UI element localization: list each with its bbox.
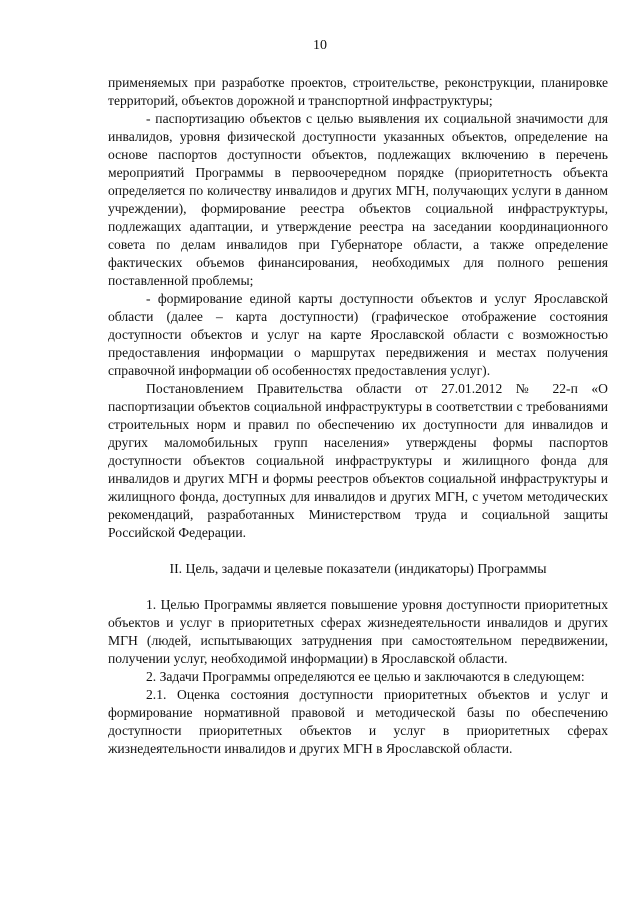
paragraph-p4: Постановлением Правительства области от 27.01.2012 № 22-п «О паспортизации объектов социальной инфраструктуры в соответствии с требованиями строительных норм и правил по обеспечению их доступности для инвалидов и других маломобильных групп населения» утверждены формы паспортов доступности объектов социальной инфраструктуры и жилищного фонда для инвалидов и других МГН и формы реестров объектов социальной инфраструктуры и жилищного фонда, доступных для инвалидов и других МГН, с учетом методических рекомендаций, разработанных Министерством труда и социальной защиты Российской Федерации. xyxy=(108,381,608,540)
paragraph-p5: 1. Целью Программы является повышение уровня доступности приоритетных объектов и услуг в приоритетных сферах жизнедеятельности инвалидов и других МГН (людей, испытывающих затруднения при самостоятельном передвижении, получении услуг, необходимой информации) в Ярославской области. xyxy=(108,597,608,666)
paragraph-p2: - паспортизацию объектов с целью выявления их социальной значимости для инвалидов, уровня физической доступности указанных объектов, определение на основе паспортов доступности объектов, подлежащих включению в перечень мероприятий Программы в первоочередном порядке (приоритетность объекта определяется по количеству инвалидов и других МГН, получающих услуги в данном учреждении), формирование реестра объектов социальной инфраструктуры, подлежащих адаптации, и утверждение реестра на заседании координационного совета по делам инвалидов при Губернаторе области, а также определение фактических объемов финансирования, необходимых для полного решения поставленной проблемы; xyxy=(108,111,608,288)
page-number: 10 xyxy=(313,38,327,53)
paragraph-p3: - формирование единой карты доступности объектов и услуг Ярославской области (далее – карта доступности) (графическое отображение состояния доступности объектов и услуг на карте Ярославской области с возможностью предоставления информации о маршрутах передвижения и местах получения справочной информации об особенностях предоставления услуг). xyxy=(108,291,608,378)
paragraph-p1: применяемых при разработке проектов, строительстве, реконструкции, планировке территорий, объектов дорожной и транспортной инфраструктуры; xyxy=(108,75,608,108)
paragraph-p6: 2. Задачи Программы определяются ее целью и заключаются в следующем: xyxy=(146,669,585,684)
paragraph-p7: 2.1. Оценка состояния доступности приоритетных объектов и услуг и формирование нормативной правовой и методической базы по обеспечению доступности приоритетных объектов и услуг в приоритетных сферах жизнедеятельности инвалидов и других МГН в Ярославской области. xyxy=(108,687,608,756)
section-heading: II. Цель, задачи и целевые показатели (индикаторы) Программы xyxy=(169,561,547,576)
document-body xyxy=(108,74,608,758)
